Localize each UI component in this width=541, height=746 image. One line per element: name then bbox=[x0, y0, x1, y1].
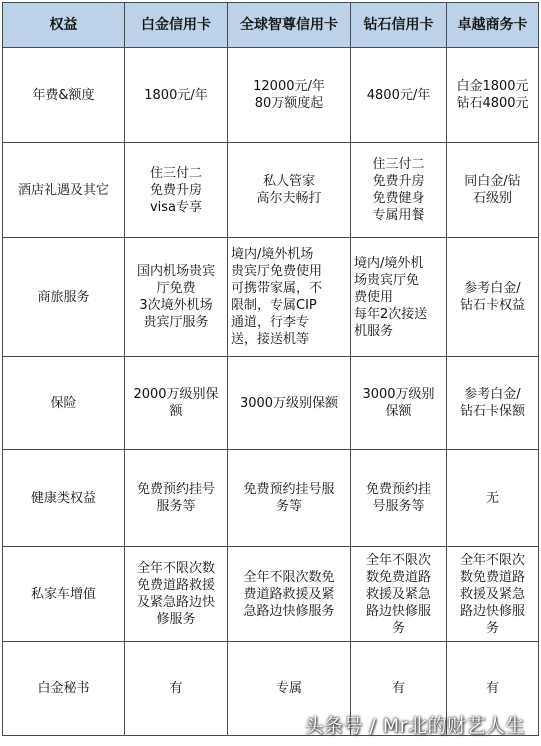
cell-line: 免费升房 bbox=[372, 174, 425, 189]
table-row bbox=[3, 238, 539, 357]
header-diamond-card: 钻石信用卡 bbox=[351, 3, 447, 48]
cell-line: 1800元/年 bbox=[144, 87, 208, 103]
cell-line: 4800元/年 bbox=[366, 87, 431, 103]
header-excellence-business-card: 卓越商务卡 bbox=[447, 3, 539, 48]
cell-line: 救援及紧急 bbox=[459, 586, 525, 602]
cell-line: 救援及紧急 bbox=[365, 586, 431, 602]
cell-line: 无 bbox=[485, 490, 499, 506]
cell-line: 全年不限次 bbox=[365, 552, 431, 568]
cell-line: 可携带家属，不 bbox=[231, 281, 323, 296]
cell-line: 修服务 bbox=[156, 612, 196, 627]
cell-platinum bbox=[125, 357, 228, 450]
header-global-premier-card: 全球智尊信用卡 bbox=[228, 3, 351, 48]
cell-platinum bbox=[125, 238, 228, 357]
cell-diamond bbox=[351, 143, 447, 238]
cell-line: 住三付二 bbox=[372, 157, 425, 172]
cell-line: 免费预约挂 bbox=[365, 482, 431, 497]
row-label: 保险 bbox=[3, 357, 125, 450]
cell-line: 全年不限次 bbox=[459, 552, 525, 568]
cell-line: 3次境外机场 bbox=[139, 298, 213, 313]
cell-line: 有 bbox=[485, 681, 499, 696]
table-row bbox=[3, 48, 539, 143]
cell-line: 场贵宾厅免 bbox=[354, 272, 420, 288]
cell-line: 钻石4800元 bbox=[456, 96, 529, 111]
header-benefit: 权益 bbox=[3, 3, 125, 48]
cell-platinum bbox=[125, 642, 228, 736]
cell-line: 高尔夫畅打 bbox=[256, 191, 322, 206]
cell-global-premier bbox=[228, 357, 351, 450]
cell-line: 2000万级别保 bbox=[133, 387, 219, 402]
cell-line: 限制，专属CIP bbox=[231, 298, 317, 313]
cell-diamond bbox=[351, 238, 447, 357]
cell-line: 免费预约挂号服 bbox=[243, 482, 335, 497]
cell-line: 境内/境外机 bbox=[354, 255, 424, 271]
cell-line: 务 bbox=[485, 620, 499, 636]
cell-diamond bbox=[351, 547, 447, 642]
row-label: 酒店礼遇及其它 bbox=[3, 143, 125, 238]
cell-line: 路边快修服 bbox=[459, 603, 525, 619]
row-label: 白金秘书 bbox=[3, 642, 125, 736]
cell-excellence-business bbox=[447, 143, 539, 238]
cell-line: 境内/境外机场 bbox=[231, 247, 314, 262]
cell-line: 3000万级别 bbox=[362, 387, 435, 402]
cell-line: 费道路救援及紧 bbox=[243, 586, 335, 602]
cell-global-premier bbox=[228, 48, 351, 143]
cell-line: 专属用餐 bbox=[372, 208, 425, 223]
row-label: 私家车增值 bbox=[3, 547, 125, 642]
cell-line: 参考白金/ bbox=[464, 387, 521, 402]
header-platinum-card: 白金信用卡 bbox=[125, 3, 228, 48]
cell-line: 免费预约挂号 bbox=[136, 482, 215, 497]
cell-line: 及紧急路边快 bbox=[136, 595, 215, 610]
cell-line: 80万额度起 bbox=[254, 96, 324, 111]
cell-line: 号服务等 bbox=[372, 499, 425, 514]
cell-line: 厅免费 bbox=[156, 281, 196, 296]
cell-line: 住三付二 bbox=[149, 165, 202, 181]
header-row bbox=[3, 3, 539, 48]
table-row bbox=[3, 143, 539, 238]
cell-line: 数免费道路 bbox=[459, 569, 525, 585]
cell-platinum bbox=[125, 450, 228, 547]
cell-global-premier bbox=[228, 450, 351, 547]
cell-line: 国内机场贵宾 bbox=[136, 264, 215, 279]
cell-line: 全年不限次数 bbox=[136, 561, 215, 576]
cell-excellence-business bbox=[447, 238, 539, 357]
cell-diamond bbox=[351, 48, 447, 143]
cell-line: 免费健身 bbox=[372, 191, 425, 206]
cell-line: 路边快修服 bbox=[365, 603, 431, 619]
cell-line: 免费道路救援 bbox=[136, 578, 215, 593]
cell-line: 通道，行李专 bbox=[231, 315, 310, 330]
cell-line: 服务等 bbox=[156, 499, 196, 514]
cell-line: 急路边快修服务 bbox=[243, 603, 335, 619]
cell-line: 12000元/年 bbox=[253, 79, 325, 94]
cell-line: visa专享 bbox=[149, 199, 203, 215]
cell-excellence-business bbox=[447, 357, 539, 450]
row-label: 年费&额度 bbox=[3, 48, 125, 143]
cell-line: 数免费道路 bbox=[365, 569, 431, 585]
row-label: 健康类权益 bbox=[3, 450, 125, 547]
table-body bbox=[3, 48, 539, 736]
cell-line: 3000万级别保额 bbox=[239, 395, 339, 411]
table-row bbox=[3, 450, 539, 547]
cell-line: 同白金/钻 bbox=[464, 174, 521, 189]
cell-line: 每年2次接送 bbox=[354, 306, 428, 322]
cell-diamond bbox=[351, 357, 447, 450]
cell-line: 全年不限次数免 bbox=[243, 569, 335, 585]
cell-line: 免费升房 bbox=[149, 182, 202, 198]
cell-global-premier bbox=[228, 547, 351, 642]
cell-excellence-business bbox=[447, 450, 539, 547]
benefits-comparison-table bbox=[2, 2, 539, 736]
cell-global-premier bbox=[228, 143, 351, 238]
row-label: 商旅服务 bbox=[3, 238, 125, 357]
cell-line: 有 bbox=[169, 681, 183, 696]
watermark-text: 头条号 / Mr北的财艺人生 bbox=[304, 715, 525, 737]
cell-excellence-business bbox=[447, 547, 539, 642]
cell-excellence-business bbox=[447, 48, 539, 143]
cell-line: 保额 bbox=[385, 404, 412, 419]
cell-platinum bbox=[125, 143, 228, 238]
cell-global-premier bbox=[228, 238, 351, 357]
cell-diamond bbox=[351, 450, 447, 547]
cell-line: 费使用 bbox=[354, 289, 394, 305]
cell-line: 石级别 bbox=[472, 191, 512, 206]
cell-line: 机服务 bbox=[354, 323, 394, 339]
cell-line: 参考白金/ bbox=[464, 281, 521, 296]
cell-line: 务等 bbox=[275, 499, 302, 514]
cell-line: 白金1800元 bbox=[456, 79, 529, 94]
cell-platinum bbox=[125, 48, 228, 143]
cell-line: 钻石卡权益 bbox=[459, 298, 525, 313]
cell-line: 钻石卡保额 bbox=[459, 404, 525, 419]
cell-line: 务 bbox=[391, 620, 405, 636]
table-row bbox=[3, 357, 539, 450]
cell-line: 额 bbox=[169, 404, 183, 419]
cell-line: 送，接送机等 bbox=[231, 332, 310, 347]
cell-line: 贵宾厅免费使用 bbox=[231, 264, 323, 279]
cell-line: 有 bbox=[391, 681, 405, 696]
cell-platinum bbox=[125, 547, 228, 642]
cell-line: 贵宾厅服务 bbox=[143, 315, 209, 330]
cell-line: 私人管家 bbox=[262, 174, 315, 189]
table-row bbox=[3, 547, 539, 642]
cell-line: 专属 bbox=[275, 681, 302, 696]
